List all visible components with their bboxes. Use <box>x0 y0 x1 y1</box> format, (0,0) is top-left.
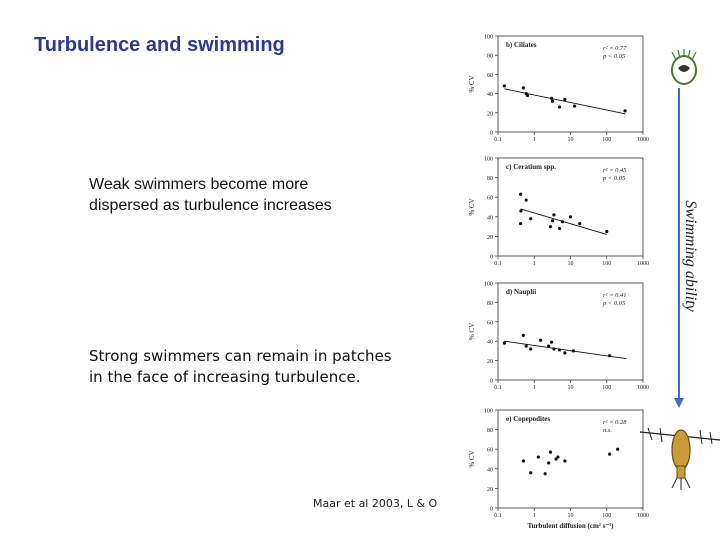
citation: Maar et al 2003, L & O <box>313 497 438 510</box>
data-point <box>623 109 626 112</box>
y-tick-label: 100 <box>484 34 493 41</box>
swimming-ability-label: Swimming ability <box>682 200 699 312</box>
y-tick-label: 20 <box>487 359 493 366</box>
x-axis-label: Turbulent diffusion (cm² s⁻¹) <box>527 522 614 530</box>
panel-stat: p < 0.05 <box>603 53 626 60</box>
data-point <box>537 455 540 458</box>
panel-stat: r² = 0.45 <box>603 167 627 174</box>
data-point <box>550 341 553 344</box>
strong-text-line-2: in the face of increasing turbulence. <box>89 368 361 386</box>
data-point <box>547 461 550 464</box>
y-axis-label: % CV <box>468 450 476 468</box>
data-point <box>569 215 572 218</box>
data-point <box>519 193 522 196</box>
panel-title: c) Ceratium spp. <box>506 163 556 171</box>
x-tick-label: 1 <box>532 385 536 391</box>
data-point <box>522 86 525 89</box>
x-tick-label: 0.1 <box>494 261 502 267</box>
y-tick-label: 100 <box>484 281 493 288</box>
x-tick-label: 1000 <box>637 137 649 143</box>
data-point <box>503 84 506 87</box>
panel-stat: n.s. <box>603 427 613 434</box>
data-point <box>549 451 552 454</box>
y-tick-label: 20 <box>487 234 493 241</box>
data-point <box>551 219 554 222</box>
data-point <box>552 213 555 216</box>
x-tick-label: 1 <box>532 137 536 143</box>
y-tick-label: 20 <box>487 486 493 493</box>
y-tick-label: 80 <box>487 428 493 435</box>
x-tick-label: 1 <box>532 513 536 519</box>
data-point <box>563 351 566 354</box>
x-tick-label: 100 <box>602 261 612 267</box>
y-axis-label: % CV <box>468 75 476 93</box>
data-point <box>608 453 611 456</box>
data-point <box>529 471 532 474</box>
data-point <box>558 105 561 108</box>
y-tick-label: 40 <box>487 467 493 474</box>
data-point <box>522 334 525 337</box>
x-tick-label: 10 <box>567 261 574 267</box>
y-tick-label: 100 <box>484 156 493 163</box>
data-point <box>563 459 566 462</box>
data-point <box>573 104 576 107</box>
y-tick-label: 100 <box>484 408 493 415</box>
x-tick-label: 100 <box>602 513 612 519</box>
y-tick-label: 60 <box>487 195 493 202</box>
panel-stat: p < 0.05 <box>603 300 626 307</box>
data-point <box>525 199 528 202</box>
y-tick-label: 0 <box>490 378 493 385</box>
y-tick-label: 0 <box>490 130 493 137</box>
x-tick-label: 10 <box>567 385 574 391</box>
y-tick-label: 60 <box>487 447 493 454</box>
y-tick-label: 20 <box>487 111 493 118</box>
y-tick-label: 80 <box>487 53 493 60</box>
x-tick-label: 0.1 <box>494 513 502 519</box>
x-tick-label: 100 <box>602 385 612 391</box>
panel-title: e) Copepodites <box>506 415 551 423</box>
data-point <box>556 455 559 458</box>
y-tick-label: 40 <box>487 339 493 346</box>
y-tick-label: 40 <box>487 215 493 222</box>
data-point <box>529 347 532 350</box>
y-axis-label: % CV <box>468 198 476 216</box>
data-point <box>549 225 552 228</box>
data-point <box>551 100 554 103</box>
slide-title: Turbulence and swimming <box>34 34 285 56</box>
data-point <box>519 222 522 225</box>
x-tick-label: 10 <box>567 513 574 519</box>
x-tick-label: 1000 <box>637 513 649 519</box>
y-tick-label: 60 <box>487 72 493 79</box>
y-tick-label: 40 <box>487 92 493 99</box>
x-tick-label: 1 <box>532 261 536 267</box>
data-point <box>605 230 608 233</box>
y-tick-label: 80 <box>487 300 493 307</box>
x-tick-label: 0.1 <box>494 385 502 391</box>
data-point <box>503 342 506 345</box>
y-tick-label: 80 <box>487 176 493 183</box>
x-tick-label: 1000 <box>637 385 649 391</box>
strong-text-line-1: Strong swimmers can remain in patches <box>89 347 392 365</box>
weak-text-line-1: Weak swimmers become more <box>89 176 309 193</box>
data-point <box>578 222 581 225</box>
panel-stat: r² = 0.28 <box>603 419 627 426</box>
data-point <box>539 339 542 342</box>
weak-text-line-2: dispersed as turbulence increases <box>89 197 332 214</box>
panel-stat: p < 0.05 <box>603 175 626 182</box>
data-point <box>616 448 619 451</box>
data-point <box>558 227 561 230</box>
panel-title: d) Nauplii <box>506 288 537 296</box>
x-tick-label: 0.1 <box>494 137 502 143</box>
y-tick-label: 0 <box>490 254 493 261</box>
data-point <box>544 472 547 475</box>
x-tick-label: 100 <box>602 137 612 143</box>
data-point <box>526 94 529 97</box>
x-tick-label: 10 <box>567 137 574 143</box>
panel-stat: r² = 0.41 <box>603 292 627 299</box>
y-tick-label: 60 <box>487 320 493 327</box>
data-point <box>522 459 525 462</box>
data-point <box>529 217 532 220</box>
panel-stat: r² = 0.77 <box>603 45 627 52</box>
x-tick-label: 1000 <box>637 261 649 267</box>
y-tick-label: 0 <box>490 506 493 513</box>
data-point <box>563 98 566 101</box>
y-axis-label: % CV <box>468 322 476 341</box>
panel-title: b) Ciliates <box>506 41 537 49</box>
